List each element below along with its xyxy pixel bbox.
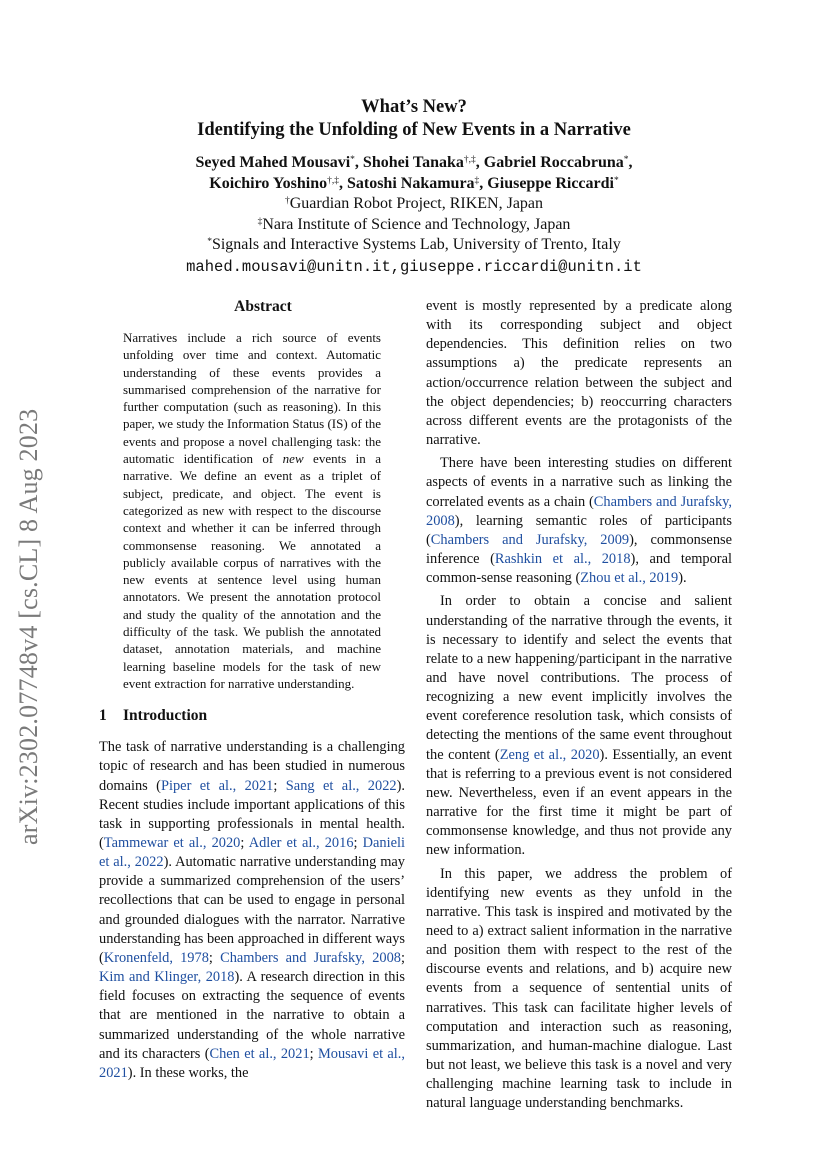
affiliation-text: Guardian Robot Project, RIKEN, Japan [289, 195, 544, 212]
affiliation-text: Signals and Interactive Systems Lab, University of Trento, Italy [211, 236, 621, 253]
intro-paragraph-2 [426, 454, 732, 588]
intro-paragraph-3 [426, 592, 732, 860]
body-text: ), commonsense inference ( [426, 531, 732, 568]
abstract-emphasis: new [282, 451, 304, 467]
author-list [0, 152, 828, 194]
citation-link[interactable]: Kim and Klinger, 2018 [99, 969, 235, 986]
body-text: ). In these works, the [127, 1064, 249, 1081]
intro-paragraph-continued: event is mostly represented by a predicate along with its corresponding subject and object dependencies. This definition relies on two assumptions a) the predicate represents an action/occurrence relation between the subject and the object dependencies; b) reoccurring characters across different events are the protagonists of the narrative. [426, 298, 732, 449]
section-title: Introduction [123, 707, 208, 725]
affiliation-text: Nara Institute of Science and Technology, Japan [262, 215, 571, 233]
citation-link[interactable]: Chen et al., 2021 [209, 1045, 310, 1062]
body-text: ), and temporal common-sense reasoning ( [426, 551, 732, 587]
affiliation-mark: * [623, 155, 629, 165]
body-text: ; [309, 1045, 318, 1062]
citation-link[interactable]: Zhou et al., 2019 [580, 570, 679, 587]
citation-link[interactable]: Chambers and Jurafsky, 2008 [220, 949, 401, 966]
citation-link[interactable]: Chambers and Jurafsky, 2008 [426, 493, 732, 529]
citation-link[interactable]: Chambers and Jurafsky, 2009 [430, 531, 630, 548]
citation-link[interactable]: Kronenfeld, 1978 [103, 949, 209, 966]
author-name: Koichiro Yoshino [209, 175, 328, 192]
abstract-text [123, 329, 381, 692]
body-text: ; [208, 949, 221, 966]
affiliation-2 [0, 215, 828, 236]
author-name: Shohei Tanaka [362, 154, 464, 171]
left-column [99, 297, 405, 1083]
affiliation-3 [0, 235, 828, 256]
citation-link[interactable]: Sang et al., 2022 [285, 777, 397, 794]
author-emails: mahed.mousavi@unitn.it,giuseppe.riccardi@unitn.it [186, 257, 642, 276]
intro-paragraph-4: In this paper, we address the problem of identifying new events as they unfold in the narrative. This task is inspired and motivated by the need to a) extract salient information in the narrative and position them with respect to the rest of the discourse events and relations, and b) acquire new events from a sequence of sentential units of narratives. This task can facilitate higher levels of computation and interaction such as reasoning, summarization, and human-machine dialogue. Last but not least, we believe this task is a novel and very challenging machine learning task to include in natural language understanding benchmarks. [426, 865, 732, 1112]
affiliation-mark: * [350, 155, 355, 165]
affiliation-mark: ‡ [474, 176, 480, 186]
body-text: ; [353, 835, 363, 852]
citation-link[interactable]: Tammewar et al., 2020 [103, 835, 241, 852]
affiliation-mark: * [207, 237, 212, 247]
body-text: There have been interesting studies on different aspects of events in a narrative such as linking the correlated events as a chain ( [426, 455, 732, 510]
author-name: Seyed Mahed Mousavi [195, 154, 351, 171]
citation-link[interactable]: Mousavi et al., 2021 [99, 1045, 405, 1081]
body-text: ; [240, 835, 249, 852]
citation-link[interactable]: Zeng et al., 2020 [499, 746, 600, 763]
body-text: ). Recent studies include important applications of this task in supporting professionals in mental health. ( [99, 777, 405, 852]
citation-link[interactable]: Piper et al., 2021 [160, 777, 274, 794]
author-name: Giuseppe Riccardi [487, 175, 614, 192]
citation-link[interactable]: Rashkin et al., 2018 [494, 551, 631, 568]
body-text: ). Automatic narrative understanding may provide a summarized comprehension of the users’ recollections that can be used to engage in personal and grounded dialogues with the narrator. Narrative understanding has been approached in different ways ( [99, 854, 405, 966]
body-text: ). A research direction in this field focuses on extracting the sequence of events that are mentioned in the narrative to obtain a summarized understanding of the whole narrative and its characters ( [99, 969, 405, 1062]
affiliation-mark: † [284, 196, 290, 206]
affiliation-mark: †,‡ [327, 176, 339, 186]
paper-title-line-2: Identifying the Unfolding of New Events in a Narrative [197, 120, 631, 140]
intro-paragraph-1 [99, 738, 405, 1083]
affiliation-mark: ‡ [257, 216, 263, 227]
author-line-1: Seyed Mahed Mousavi*, Shohei Tanaka†,‡, Gabriel Roccabruna*, [195, 154, 633, 171]
body-text: In order to obtain a concise and salient understanding of the narrative through the events, it is necessary to identify and select the events that relate to a new happening/participant in the narrative and have novel contributions. The process of recognizing a new event implicitly involves the event coreference resolution task, which consists of detecting the mentions of the same event throughout the content ( [426, 593, 732, 763]
abstract-text-part: events in a narrative. We define an event as a triplet of subject, predicate, and object. The event is categorized as new with respect to the discourse context and whether it can be inferred through commonsense reasoning. We annotated a publicly available corpus of narratives with the new events at sentence level using human annotators. We present the annotation protocol and study the quality of the annotation and the difficulty of the task. We publish the annotated dataset, annotation materials, and machine learning baseline models for the task of new event extraction for narrative understanding. [123, 451, 381, 691]
section-heading-introduction [99, 706, 405, 726]
citation-link[interactable]: Adler et al., 2016 [248, 835, 354, 852]
section-number: 1 [99, 707, 107, 725]
body-text: ; [273, 777, 286, 794]
author-name: Gabriel Roccabruna [483, 154, 624, 171]
body-text: ). [678, 570, 687, 587]
body-text: ; [401, 949, 405, 966]
abstract-text-part: Narratives include a rich source of events unfolding over time and context. Automatic understanding of these events provides a summarised comprehension of the narrative for further computation (such as reasoning). In this paper, we study the Information Status (IS) of the events and propose a novel challenging task: the automatic identification of [123, 330, 381, 467]
author-name: Satoshi Nakamura [346, 175, 475, 192]
title-block [0, 96, 828, 278]
affiliation-mark: †,‡ [463, 155, 476, 165]
body-text: The task of narrative understanding is a challenging topic of research and has been studied in numerous domains ( [99, 739, 405, 794]
affiliation-mark: * [613, 176, 619, 186]
abstract-heading: Abstract [234, 298, 292, 315]
body-text: ). Essentially, an event that is referring to a previous event is not considered new. Nevertheless, even if an event appears in the narrative for the first time it might be part of commonsense knowledge, and thus not provide any new information. [426, 746, 732, 859]
citation-link[interactable]: Danieli et al., 2022 [99, 835, 405, 871]
body-text: ), learning semantic roles of participants ( [426, 512, 732, 548]
author-line-2: Koichiro Yoshino†,‡, Satoshi Nakamura‡, Giuseppe Riccardi* [209, 175, 619, 192]
arxiv-identifier: arXiv:2302.07748v4 [cs.CL] 8 Aug 2023 [14, 408, 43, 845]
right-column [426, 297, 732, 1114]
paper-title-line-1: What’s New? [361, 97, 467, 117]
affiliation-1 [0, 194, 828, 215]
